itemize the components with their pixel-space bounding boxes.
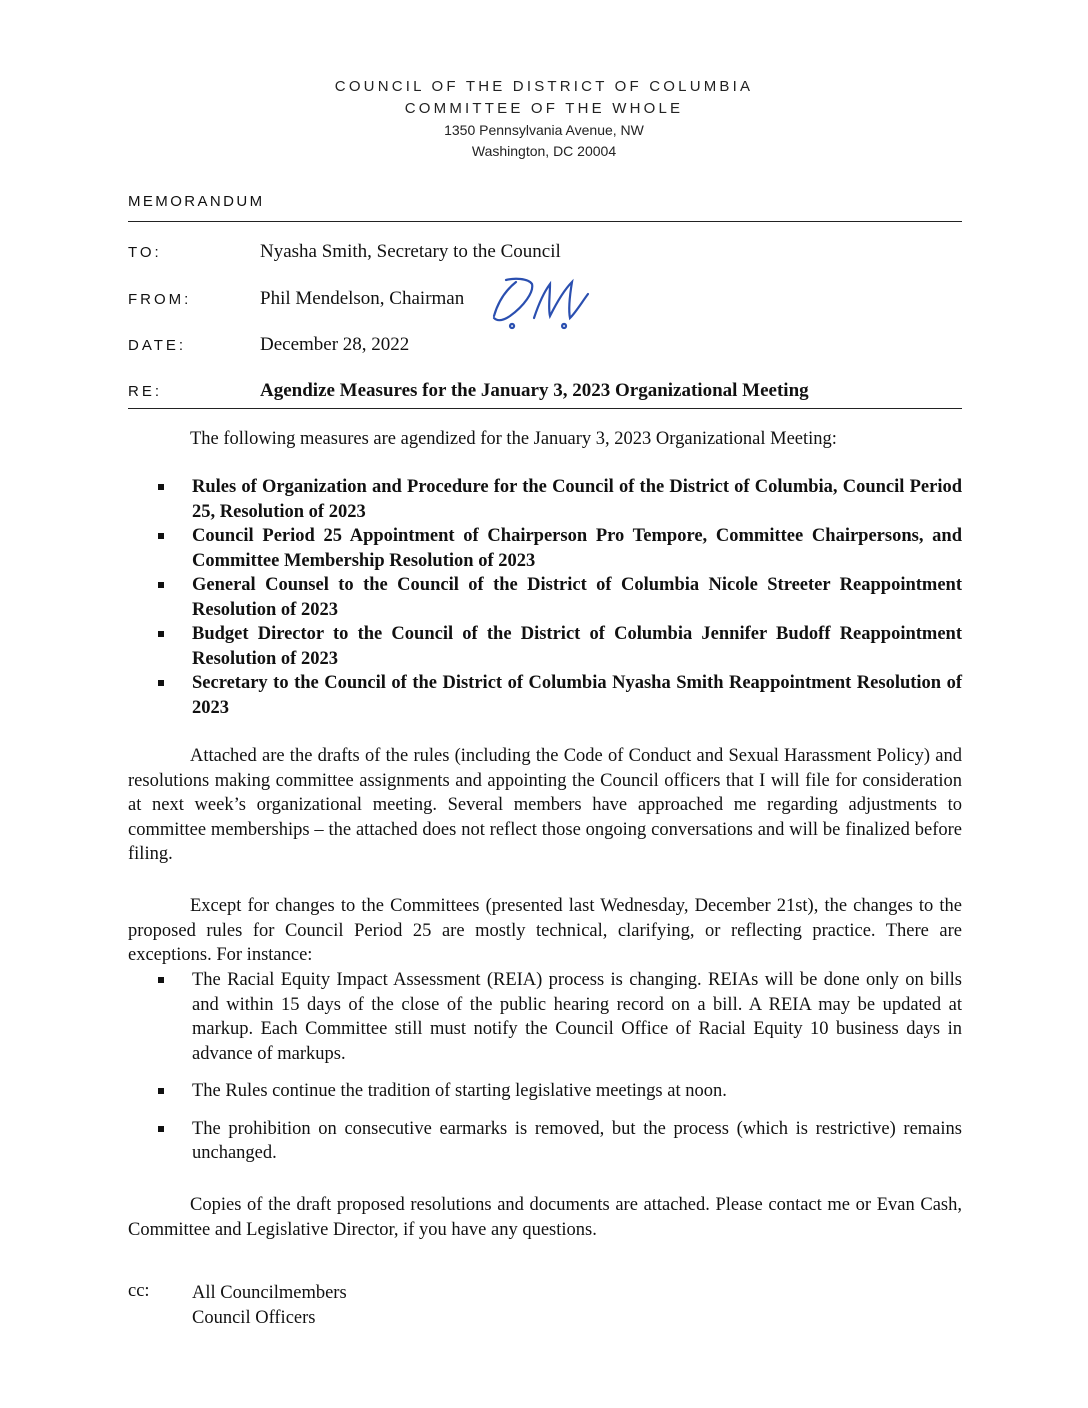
measure-text: Budget Director to the Council of the District of Columbia Jennifer Budoff Reappointment Resolution of 2023 [192,624,962,669]
date-label: DATE: [128,337,187,354]
change-item [128,1117,962,1166]
re-label: RE: [128,383,163,400]
bullet-square-icon [158,631,164,637]
memo-title: MEMORANDUM [128,193,265,210]
date-value: December 28, 2022 [260,334,410,355]
change-item [128,968,962,1066]
changes-list [128,968,962,1179]
chairman-signature [484,272,594,330]
measure-item [128,573,962,622]
cc-recipient: Council Officers [192,1307,316,1328]
measure-text: Rules of Organization and Procedure for the Council of the District of Columbia, Council Period 25, Resolution of 2023 [192,477,962,522]
measure-item [128,475,962,524]
bullet-square-icon [158,977,164,983]
from-value: Phil Mendelson, Chairman [260,288,465,309]
letterhead-council: COUNCIL OF THE DISTRICT OF COLUMBIA [334,78,754,95]
bullet-square-icon [158,582,164,588]
letterhead-address: 1350 Pennsylvania Avenue, NW [444,122,644,138]
change-text: The prohibition on consecutive earmarks is removed, but the process (which is restrictive) remains unchanged. [192,1118,962,1163]
measure-text: Secretary to the Council of the District of Columbia Nyasha Smith Reappointment Resolution of 2023 [192,673,962,718]
cc-label: cc: [128,1281,150,1301]
changes-paragraph: Except for changes to the Committees (presented last Wednesday, December 21st), the changes to the proposed rules for Council Period 25 are mostly technical, clarifying, or reflecting practice. There are exceptions. For instance: [128,896,962,965]
header-top-rule [128,221,962,222]
measure-text: Council Period 25 Appointment of Chairperson Pro Tempore, Committee Chairpersons, and Committee Membership Resolution of 2023 [192,526,962,571]
measure-text: General Counsel to the Council of the District of Columbia Nicole Streeter Reappointment Resolution of 2023 [192,575,962,620]
to-value: Nyasha Smith, Secretary to the Council [260,241,561,262]
contact-paragraph: Copies of the draft proposed resolutions and documents are attached. Please contact me or Evan Cash, Committee and Legislative Director, if you have any questions. [128,1195,962,1240]
header-bottom-rule [128,408,962,409]
letterhead-committee: COMMITTEE OF THE WHOLE [404,100,684,117]
re-value: Agendize Measures for the January 3, 2023 Organizational Meeting [260,380,809,401]
bullet-square-icon [158,680,164,686]
measure-item [128,622,962,671]
to-label: TO: [128,244,162,261]
intro-paragraph: The following measures are agendized for the January 3, 2023 Organizational Meeting: [190,429,837,449]
measure-item [128,671,962,720]
letterhead [0,76,1088,162]
from-label: FROM: [128,291,192,308]
change-item [128,1079,962,1104]
attachments-paragraph: Attached are the drafts of the rules (including the Code of Conduct and Sexual Harassment Policy) and resolutions making committee assignments and appointing the Council officers that I will file for consideration at next week’s organizational meeting. Several members have approached me regarding adjustments to committee memberships – the attached does not reflect those ongoing conversations and will be finalized before filing. [128,746,962,864]
bullet-square-icon [158,533,164,539]
bullet-square-icon [158,1126,164,1132]
measures-list [128,475,962,720]
bullet-square-icon [158,484,164,490]
bullet-square-icon [158,1088,164,1094]
letterhead-city: Washington, DC 20004 [471,143,617,159]
change-text: The Racial Equity Impact Assessment (REIA) process is changing. REIAs will be done only on bills and within 15 days of the close of the public hearing record on a bill. A REIA may be updated at markup. Each Committee still must notify the Council Office of Racial Equity 10 business days in advance of markups. [192,970,962,1064]
cc-list [192,1281,347,1330]
measure-item [128,524,962,573]
change-text: The Rules continue the tradition of starting legislative meetings at noon. [192,1081,727,1101]
cc-recipient: All Councilmembers [192,1283,347,1303]
